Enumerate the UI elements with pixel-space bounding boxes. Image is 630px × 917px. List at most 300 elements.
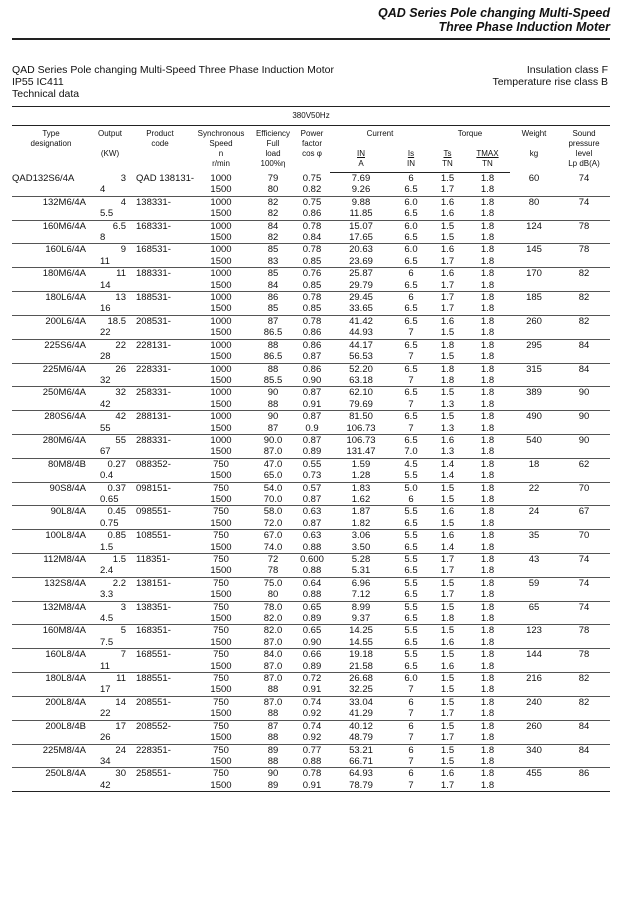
cell-output: 22 xyxy=(90,327,130,339)
cell-weight xyxy=(510,303,558,315)
cell-power-factor: 0.86 xyxy=(294,327,330,339)
cell-torque-ts: 1.5 xyxy=(430,232,465,244)
cell-speed: 1000 xyxy=(210,172,232,184)
cell-product-code xyxy=(130,661,190,673)
cell-torque-tmax: 1.8 xyxy=(465,446,510,458)
cell-weight: 295 xyxy=(526,339,542,351)
cell-power-factor: 0.78 xyxy=(302,768,322,780)
cell-type xyxy=(12,732,90,744)
cell-current-in: 64.93 xyxy=(349,768,373,780)
cell-speed: 750 xyxy=(213,744,229,756)
cell-torque-tmax: 1.8 xyxy=(465,303,510,315)
table-row xyxy=(12,744,610,756)
cell-weight: 59 xyxy=(528,577,540,589)
cell-current-in: 9.37 xyxy=(330,613,392,625)
col-efficiency: Efficiency Full load 100%η xyxy=(255,129,291,168)
cell-output: 0.85 xyxy=(107,530,126,542)
cell-output: 0.37 xyxy=(107,482,126,494)
cell-speed: 1500 xyxy=(190,494,252,506)
cell-sound: 90 xyxy=(578,387,590,399)
cell-weight: 185 xyxy=(526,292,542,304)
cell-product-code xyxy=(130,208,190,220)
cell-type: 280M6/4A xyxy=(42,434,86,446)
cell-torque-tmax: 1.8 xyxy=(465,613,510,625)
col-output: Output (KW) xyxy=(97,129,122,158)
cell-speed: 1500 xyxy=(190,208,252,220)
cell-current-in: 29.45 xyxy=(349,292,373,304)
cell-sound: 70 xyxy=(578,530,590,542)
cell-output: 42 xyxy=(115,411,126,423)
cell-efficiency: 82 xyxy=(252,208,294,220)
cell-weight: 144 xyxy=(526,649,542,661)
cell-current-is: 6.5 xyxy=(392,613,430,625)
cell-power-factor: 0.88 xyxy=(294,565,330,577)
table-row xyxy=(12,399,610,411)
cell-speed: 1000 xyxy=(210,411,232,423)
cell-speed: 750 xyxy=(213,458,229,470)
cell-type: 225S6/4A xyxy=(44,339,86,351)
cell-torque-ts: 1.6 xyxy=(440,196,455,208)
cell-sound: 84 xyxy=(578,339,590,351)
table-row xyxy=(12,589,610,601)
cell-power-factor: 0.75 xyxy=(302,196,322,208)
cell-torque-ts: 1.5 xyxy=(430,351,465,363)
cell-current-is: 6 xyxy=(408,268,414,280)
cell-output: 11 xyxy=(90,661,130,673)
table-row xyxy=(12,256,610,268)
table-row xyxy=(12,470,610,482)
cell-product-code: 138331- xyxy=(136,196,171,208)
cell-type: 250M6/4A xyxy=(42,387,86,399)
cell-efficiency: 82 xyxy=(267,196,279,208)
cell-efficiency: 75.0 xyxy=(263,577,283,589)
cell-efficiency: 87.0 xyxy=(252,661,294,673)
cell-product-code: 208552- xyxy=(136,720,171,732)
cell-efficiency: 89 xyxy=(267,744,279,756)
cell-current-in: 33.04 xyxy=(349,696,373,708)
cell-speed: 1500 xyxy=(190,780,252,792)
table-row xyxy=(12,339,610,351)
cell-speed: 750 xyxy=(213,673,229,685)
cell-type xyxy=(12,423,90,435)
cell-torque-tmax: 1.8 xyxy=(480,339,495,351)
table-row xyxy=(12,173,610,185)
table-row xyxy=(12,684,610,696)
cell-current-in: 1.87 xyxy=(351,506,371,518)
cell-current-is: 7 xyxy=(392,423,430,435)
cell-efficiency: 85 xyxy=(252,303,294,315)
cell-sound xyxy=(558,232,610,244)
cell-efficiency: 88 xyxy=(252,399,294,411)
cell-current-is: 6.0 xyxy=(404,673,418,685)
cell-type: 180L6/4A xyxy=(45,292,86,304)
table-row xyxy=(12,482,610,494)
cell-efficiency: 82 xyxy=(252,232,294,244)
cell-current-is: 6 xyxy=(408,720,414,732)
cell-output: 16 xyxy=(90,303,130,315)
table-row xyxy=(12,446,610,458)
cell-torque-ts: 1.7 xyxy=(430,256,465,268)
cell-torque-tmax: 1.8 xyxy=(465,542,510,554)
cell-type: 280S6/4A xyxy=(44,411,86,423)
cell-current-in: 81.50 xyxy=(349,411,373,423)
table-row xyxy=(12,327,610,339)
cell-weight: 35 xyxy=(528,530,540,542)
cell-current-in: 131.47 xyxy=(330,446,392,458)
cell-efficiency: 80 xyxy=(252,184,294,196)
insulation-class: Insulation class F xyxy=(526,64,608,76)
col-torque-tmax: TMAX TN xyxy=(465,139,510,173)
cell-power-factor: 0.85 xyxy=(294,256,330,268)
col-current-is: Is IN xyxy=(392,139,430,173)
cell-output: 34 xyxy=(90,756,130,768)
cell-current-in: 44.17 xyxy=(349,339,373,351)
cell-speed: 750 xyxy=(213,696,229,708)
cell-current-is: 6.5 xyxy=(392,280,430,292)
cell-weight xyxy=(510,684,558,696)
cell-torque-ts: 1.7 xyxy=(430,589,465,601)
cell-sound xyxy=(558,518,610,530)
cell-type xyxy=(12,565,90,577)
cell-current-in: 23.69 xyxy=(330,256,392,268)
cell-torque-ts: 1.5 xyxy=(440,649,455,661)
cell-product-code xyxy=(130,542,190,554)
cell-speed: 1500 xyxy=(190,732,252,744)
cell-sound xyxy=(558,375,610,387)
cell-type xyxy=(12,756,90,768)
table-row xyxy=(12,363,610,375)
cell-product-code xyxy=(130,327,190,339)
table-row xyxy=(12,506,610,518)
cell-product-code: 138151- xyxy=(136,577,171,589)
cell-output: 8 xyxy=(90,232,130,244)
cell-weight: 216 xyxy=(526,673,542,685)
cell-product-code xyxy=(130,565,190,577)
cell-torque-tmax: 1.8 xyxy=(465,780,510,792)
cell-type xyxy=(12,661,90,673)
cell-current-in: 41.42 xyxy=(349,315,373,327)
cell-current-is: 5.5 xyxy=(404,530,418,542)
cell-current-is: 7 xyxy=(392,756,430,768)
cell-current-is: 7 xyxy=(392,732,430,744)
cell-output: 0.65 xyxy=(90,494,130,506)
cell-output: 55 xyxy=(115,434,126,446)
cell-torque-tmax: 1.8 xyxy=(480,244,495,256)
cell-current-is: 6.5 xyxy=(392,208,430,220)
cell-power-factor: 0.86 xyxy=(302,339,322,351)
cell-current-in: 5.31 xyxy=(330,565,392,577)
cell-torque-ts: 1.7 xyxy=(430,303,465,315)
table-row xyxy=(12,625,610,637)
table-row xyxy=(12,351,610,363)
cell-output: 11 xyxy=(90,256,130,268)
cell-torque-tmax: 1.8 xyxy=(480,625,495,637)
cell-current-is: 7.0 xyxy=(392,446,430,458)
cell-torque-ts: 1.5 xyxy=(430,494,465,506)
cell-current-is: 6.5 xyxy=(392,184,430,196)
cell-speed: 750 xyxy=(213,554,229,565)
cell-current-in: 48.79 xyxy=(330,732,392,744)
cell-type: 80M8/4B xyxy=(47,458,86,470)
cell-current-in: 41.29 xyxy=(330,708,392,720)
cell-efficiency: 87.0 xyxy=(252,637,294,649)
cell-type xyxy=(12,780,90,792)
cell-torque-tmax: 1.8 xyxy=(465,327,510,339)
cell-power-factor: 0.64 xyxy=(302,577,322,589)
cell-sound: 90 xyxy=(578,434,590,446)
cell-weight xyxy=(510,184,558,196)
table-row xyxy=(12,720,610,732)
cell-weight: 315 xyxy=(526,363,542,375)
cell-weight: 123 xyxy=(526,625,542,637)
col-current-in: IN A xyxy=(330,139,392,173)
col-torque-ts: Ts TN xyxy=(430,139,465,173)
cell-sound xyxy=(558,637,610,649)
cell-weight xyxy=(510,589,558,601)
cell-current-is: 6.0 xyxy=(404,220,418,232)
cell-efficiency: 85 xyxy=(267,268,279,280)
table-row xyxy=(12,458,610,470)
cell-torque-ts: 1.5 xyxy=(440,673,455,685)
cell-weight xyxy=(510,708,558,720)
cell-weight xyxy=(510,375,558,387)
cell-power-factor: 0.85 xyxy=(294,280,330,292)
table-row xyxy=(12,303,610,315)
cell-sound xyxy=(558,303,610,315)
cell-output: 14 xyxy=(115,696,126,708)
cell-torque-ts: 1.5 xyxy=(440,720,455,732)
cell-type: 160M8/4A xyxy=(42,625,86,637)
cell-speed: 750 xyxy=(213,601,229,613)
cell-output: 4 xyxy=(90,184,130,196)
cell-power-factor: 0.87 xyxy=(302,387,322,399)
cell-efficiency: 86 xyxy=(267,292,279,304)
cell-weight xyxy=(510,256,558,268)
cell-power-factor: 0.74 xyxy=(302,720,322,732)
cell-current-in: 1.82 xyxy=(330,518,392,530)
cell-type xyxy=(12,613,90,625)
cell-current-in: 52.20 xyxy=(349,363,373,375)
col-weight: Weight kg xyxy=(521,129,547,158)
cell-efficiency: 87.0 xyxy=(263,673,283,685)
cell-torque-tmax: 1.8 xyxy=(465,256,510,268)
table-row xyxy=(12,577,610,589)
cell-weight: 43 xyxy=(528,554,540,565)
cell-product-code xyxy=(130,708,190,720)
cell-output: 1.5 xyxy=(90,542,130,554)
table-row xyxy=(12,649,610,661)
cell-type: 180M6/4A xyxy=(42,268,86,280)
cell-torque-ts: 1.3 xyxy=(430,446,465,458)
cell-weight: 260 xyxy=(526,720,542,732)
cell-power-factor: 0.90 xyxy=(294,375,330,387)
cell-torque-ts: 1.5 xyxy=(440,601,455,613)
cell-power-factor: 0.76 xyxy=(302,268,322,280)
cell-torque-ts: 1.7 xyxy=(430,565,465,577)
cell-torque-tmax: 1.8 xyxy=(465,208,510,220)
cell-torque-ts: 1.6 xyxy=(440,768,455,780)
cell-torque-ts: 1.7 xyxy=(430,732,465,744)
cell-current-is: 6.5 xyxy=(392,542,430,554)
intro-technical-data: Technical data xyxy=(12,88,80,100)
cell-output: 24 xyxy=(115,744,126,756)
cell-sound xyxy=(558,256,610,268)
cell-current-in: 5.28 xyxy=(351,554,371,565)
col-torque: Torque xyxy=(457,129,483,138)
cell-sound xyxy=(558,446,610,458)
cell-weight: 540 xyxy=(526,434,542,446)
cell-current-in: 14.55 xyxy=(330,637,392,649)
cell-speed: 1500 xyxy=(190,542,252,554)
cell-current-is: 6.5 xyxy=(404,411,418,423)
cell-product-code: 098551- xyxy=(136,506,171,518)
cell-weight xyxy=(510,208,558,220)
cell-weight: 170 xyxy=(526,268,542,280)
cell-speed: 1000 xyxy=(210,315,232,327)
cell-sound xyxy=(558,589,610,601)
cell-sound xyxy=(558,280,610,292)
cell-speed: 1500 xyxy=(190,446,252,458)
cell-current-is: 6.5 xyxy=(392,565,430,577)
cell-torque-ts: 1.7 xyxy=(430,184,465,196)
cell-torque-tmax: 1.8 xyxy=(465,732,510,744)
cell-weight: 80 xyxy=(528,196,540,208)
table-row xyxy=(12,280,610,292)
cell-torque-ts: 1.7 xyxy=(440,554,455,565)
table-row xyxy=(12,220,610,232)
cell-efficiency: 88 xyxy=(252,684,294,696)
table-row xyxy=(12,732,610,744)
cell-current-in: 20.63 xyxy=(349,244,373,256)
cell-torque-ts: 1.5 xyxy=(440,577,455,589)
cell-type: 160L6/4A xyxy=(45,244,86,256)
cell-power-factor: 0.78 xyxy=(302,292,322,304)
cell-current-in: 44.93 xyxy=(330,327,392,339)
cell-torque-tmax: 1.8 xyxy=(480,530,495,542)
cell-sound: 67 xyxy=(578,506,590,518)
table-row xyxy=(12,494,610,506)
cell-type xyxy=(12,351,90,363)
cell-weight xyxy=(510,327,558,339)
cell-torque-ts: 1.6 xyxy=(440,268,455,280)
cell-torque-tmax: 1.8 xyxy=(480,173,495,184)
cell-power-factor: 0.66 xyxy=(302,649,322,661)
cell-efficiency: 87 xyxy=(267,720,279,732)
table-row xyxy=(12,542,610,554)
cell-weight xyxy=(510,351,558,363)
cell-output: 7 xyxy=(120,649,126,661)
cell-current-in: 7.12 xyxy=(330,589,392,601)
cell-torque-tmax: 1.8 xyxy=(465,184,510,196)
cell-torque-ts: 1.5 xyxy=(440,173,455,184)
col-sound: Sound pressure level Lp dB(A) xyxy=(568,129,600,168)
cell-sound xyxy=(558,423,610,435)
cell-product-code xyxy=(130,780,190,792)
cell-output: 14 xyxy=(90,280,130,292)
cell-power-factor: 0.77 xyxy=(302,744,322,756)
cell-output: 4.5 xyxy=(90,613,130,625)
cell-torque-ts: 1.3 xyxy=(430,399,465,411)
cell-product-code xyxy=(130,637,190,649)
cell-speed: 1000 xyxy=(210,339,232,351)
cell-torque-tmax: 1.8 xyxy=(480,720,495,732)
cell-sound xyxy=(558,732,610,744)
cell-efficiency: 83 xyxy=(252,256,294,268)
cell-type xyxy=(12,470,90,482)
cell-speed: 750 xyxy=(213,577,229,589)
cell-power-factor: 0.55 xyxy=(302,458,322,470)
cell-current-in: 15.07 xyxy=(349,220,373,232)
cell-product-code xyxy=(130,303,190,315)
cell-power-factor: 0.87 xyxy=(294,518,330,530)
table-row xyxy=(12,423,610,435)
cell-current-is: 6 xyxy=(408,744,414,756)
cell-power-factor: 0.87 xyxy=(302,434,322,446)
cell-weight: 22 xyxy=(528,482,540,494)
cell-weight xyxy=(510,518,558,530)
cell-current-is: 7 xyxy=(392,375,430,387)
cell-weight xyxy=(510,423,558,435)
cell-efficiency: 85 xyxy=(267,244,279,256)
cell-product-code: 208531- xyxy=(136,315,171,327)
cell-torque-ts: 1.6 xyxy=(430,661,465,673)
cell-current-is: 7 xyxy=(392,780,430,792)
cell-sound xyxy=(558,684,610,696)
cell-type: 160L8/4A xyxy=(45,649,86,661)
cell-speed: 750 xyxy=(213,625,229,637)
cell-current-in: 9.88 xyxy=(351,196,371,208)
cell-current-is: 6.5 xyxy=(404,434,418,446)
cell-product-code: 208551- xyxy=(136,696,171,708)
cell-efficiency: 65.0 xyxy=(252,470,294,482)
cell-current-in: 6.96 xyxy=(351,577,371,589)
cell-output: 4 xyxy=(120,196,126,208)
cell-sound: 82 xyxy=(578,315,590,327)
table-row xyxy=(12,518,610,530)
cell-type xyxy=(12,327,90,339)
cell-efficiency: 89 xyxy=(252,780,294,792)
cell-torque-tmax: 1.8 xyxy=(480,363,495,375)
cell-weight: 389 xyxy=(526,387,542,399)
cell-efficiency: 84 xyxy=(267,220,279,232)
cell-sound: 78 xyxy=(578,220,590,232)
cell-type xyxy=(12,208,90,220)
cell-speed: 1000 xyxy=(210,387,232,399)
cell-power-factor: 0.88 xyxy=(294,589,330,601)
cell-power-factor: 0.78 xyxy=(302,244,322,256)
cell-power-factor: 0.85 xyxy=(294,303,330,315)
cell-power-factor: 0.89 xyxy=(294,446,330,458)
cell-speed: 1500 xyxy=(190,184,252,196)
cell-product-code: 168351- xyxy=(136,625,171,637)
cell-efficiency: 86.5 xyxy=(252,327,294,339)
cell-current-is: 5.5 xyxy=(404,601,418,613)
cell-power-factor: 0.63 xyxy=(302,506,322,518)
cell-torque-tmax: 1.8 xyxy=(465,518,510,530)
cell-type: 160M6/4A xyxy=(42,220,86,232)
cell-weight: 455 xyxy=(526,768,542,780)
cell-current-in: 40.12 xyxy=(349,720,373,732)
cell-output: 22 xyxy=(90,708,130,720)
cell-power-factor: 0.74 xyxy=(302,696,322,708)
cell-weight xyxy=(510,780,558,792)
cell-weight: 18 xyxy=(528,458,540,470)
cell-output: 32 xyxy=(115,387,126,399)
cell-weight: 260 xyxy=(526,315,542,327)
cell-torque-ts: 1.5 xyxy=(440,744,455,756)
cell-current-in: 7.69 xyxy=(351,173,371,184)
cell-efficiency: 90 xyxy=(267,411,279,423)
